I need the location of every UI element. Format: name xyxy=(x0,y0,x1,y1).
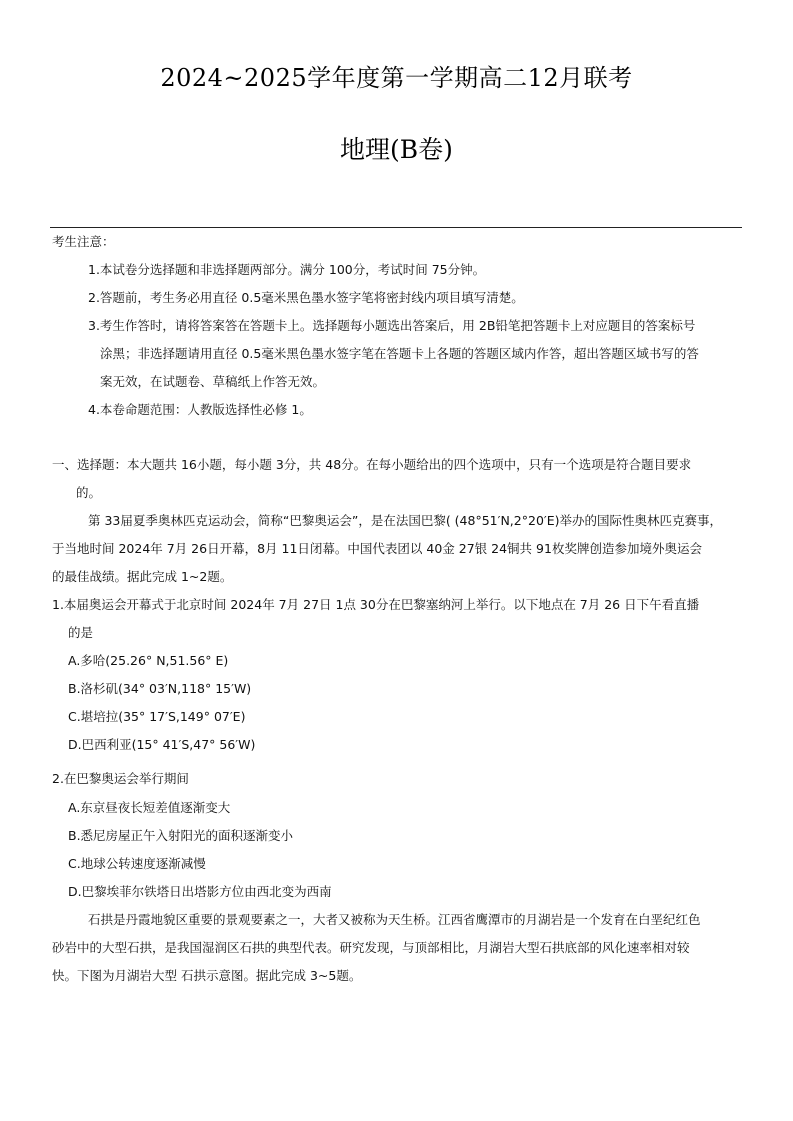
question-stem: 1.本届奥运会开幕式于北京时间 2024年 7月 27日 1点 30分在巴黎塞纳河上举行。以下地点在 7月 26 日下午看直播 xyxy=(52,597,700,612)
exam-title: 2024~2025学年度第一学期高二12月联考 xyxy=(160,64,633,92)
option-c: C.地球公转速度逐渐减慢 xyxy=(68,856,206,871)
option-c: C.堪培拉(35° 17′S,149° 07′E) xyxy=(68,709,246,724)
header-divider xyxy=(50,227,742,228)
passage-line: 第 33届夏季奥林匹克运动会，简称“巴黎奥运会”，是在法国巴黎( (48°51′N,2°20′E)举办的国际性奥林匹克赛事， xyxy=(88,513,723,528)
section-intro: 一、选择题：本大题共 16小题，每小题 3分，共 48分。在每小题给出的四个选项中，只有一个选项是符合题目要求 xyxy=(52,457,692,472)
option-a: A.多哈(25.26° N,51.56° E) xyxy=(68,653,229,668)
passage-line: 石拱是丹霞地貌区重要的景观要素之一，大者又被称为天生桥。江西省鹰潭市的月湖岩是一个发育在白垩纪红色 xyxy=(88,912,701,927)
question-stem-continued: 的是 xyxy=(68,625,94,640)
passage-line: 砂岩中的大型石拱，是我国湿润区石拱的典型代表。研究发现，与顶部相比，月湖岩大型石拱底部的风化速率相对较 xyxy=(52,940,690,955)
notice-item: 1.本试卷分选择题和非选择题两部分。满分 100分，考试时间 75分钟。 xyxy=(88,262,486,277)
question-stem: 2.在巴黎奥运会举行期间 xyxy=(52,771,189,786)
option-d: D.巴西利亚(15° 41′S,47° 56′W) xyxy=(68,737,256,752)
notice-item: 3.考生作答时，请将答案答在答题卡上。选择题每小题选出答案后，用 2B铅笔把答题卡上对应题目的答案标号 xyxy=(88,318,696,333)
notice-item: 2.答题前，考生务必用直径 0.5毫米黑色墨水签字笔将密封线内项目填写清楚。 xyxy=(88,290,524,305)
passage-line: 的最佳战绩。据此完成 1~2题。 xyxy=(52,569,233,584)
option-b: B.洛杉矶(34° 03′N,118° 15′W) xyxy=(68,681,252,696)
option-d: D.巴黎埃菲尔铁塔日出塔影方位由西北变为西南 xyxy=(68,884,332,899)
notice-heading: 考生注意： xyxy=(52,234,115,249)
notice-item-continued: 涂黑；非选择题请用直径 0.5毫米黑色墨水签字笔在答题卡上各题的答题区域内作答，超出答题区域书写的答 xyxy=(100,346,699,361)
section-intro-continued: 的。 xyxy=(76,485,102,500)
passage-line: 于当地时间 2024年 7月 26日开幕，8月 11日闭幕。中国代表团以 40金 27银 24铜共 91枚奖牌创造参加境外奥运会 xyxy=(52,541,702,556)
passage-line: 快。下图为月湖岩大型 石拱示意图。据此完成 3~5题。 xyxy=(52,968,362,983)
option-a: A.东京昼夜长短差值逐渐变大 xyxy=(68,800,231,815)
notice-item-continued: 案无效，在试题卷、草稿纸上作答无效。 xyxy=(100,374,326,389)
notice-item: 4.本卷命题范围：人教版选择性必修 1。 xyxy=(88,402,312,417)
exam-subtitle: 地理(B卷) xyxy=(340,135,453,164)
option-b: B.悉尼房屋正午入射阳光的面积逐渐变小 xyxy=(68,828,294,843)
